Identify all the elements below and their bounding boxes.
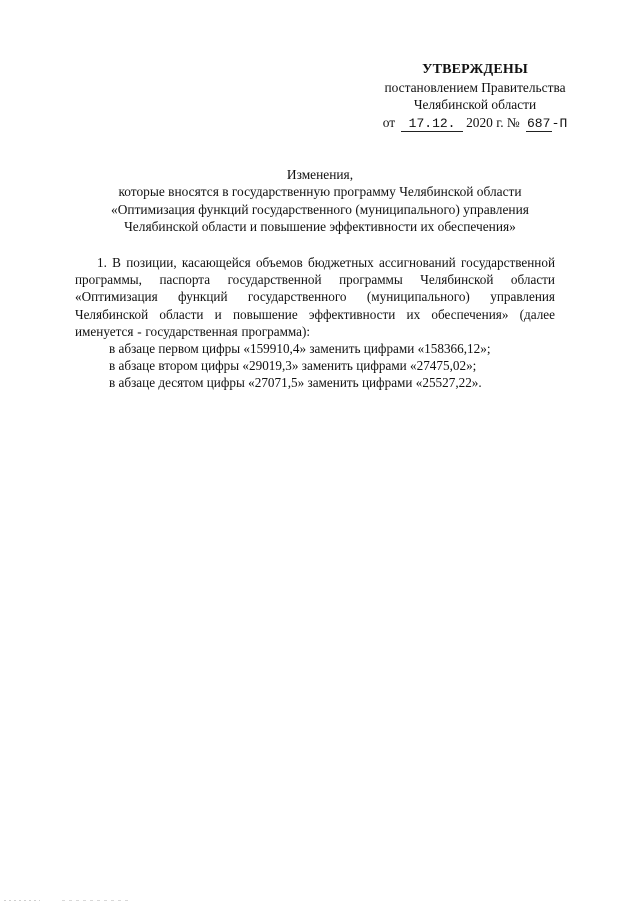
approval-number-suffix: -П xyxy=(551,115,568,131)
paragraph-1: 1. В позиции, касающейся объемов бюджетных ассигнований государственной программы, паспорта государственной программы Челябинской области «Оптимизация функций государственного (муниципального) управления Челябинской области и повышение эффективности их обеспечения» (далее именуется - государственная программа): xyxy=(75,255,555,339)
approval-heading: УТВЕРЖДЕНЫ xyxy=(422,62,528,77)
document-title xyxy=(60,166,580,235)
approval-number: 687 xyxy=(526,115,551,131)
document-body xyxy=(75,254,555,392)
approval-stamp xyxy=(360,61,590,132)
approval-line-1: постановлением Правительства xyxy=(384,79,566,95)
from-label: от xyxy=(382,114,396,130)
amendment-line-first: в абзаце первом цифры «159910,4» заменить цифрами «158366,12»; xyxy=(109,341,491,357)
approval-year: 2020 г. № xyxy=(466,114,520,130)
approval-date: 17.12. xyxy=(401,117,463,132)
scan-edge-marks xyxy=(0,899,640,902)
title-line-2: которые вносятся в государственную программу Челябинской области xyxy=(118,184,522,200)
amendment-line-tenth: в абзаце десятом цифры «27071,5» заменить цифрами «25527,22». xyxy=(109,375,482,391)
approval-line-2: Челябинской области xyxy=(413,97,537,112)
title-line-3: «Оптимизация функций государственного (муниципального) управления xyxy=(111,201,529,217)
approval-date-line xyxy=(360,114,590,133)
title-line-1: Изменения, xyxy=(286,167,354,182)
title-line-4: Челябинской области и повышение эффективности их обеспечения» xyxy=(124,218,516,234)
amendment-line-second: в абзаце втором цифры «29019,3» заменить цифрами «27475,02»; xyxy=(109,358,477,374)
